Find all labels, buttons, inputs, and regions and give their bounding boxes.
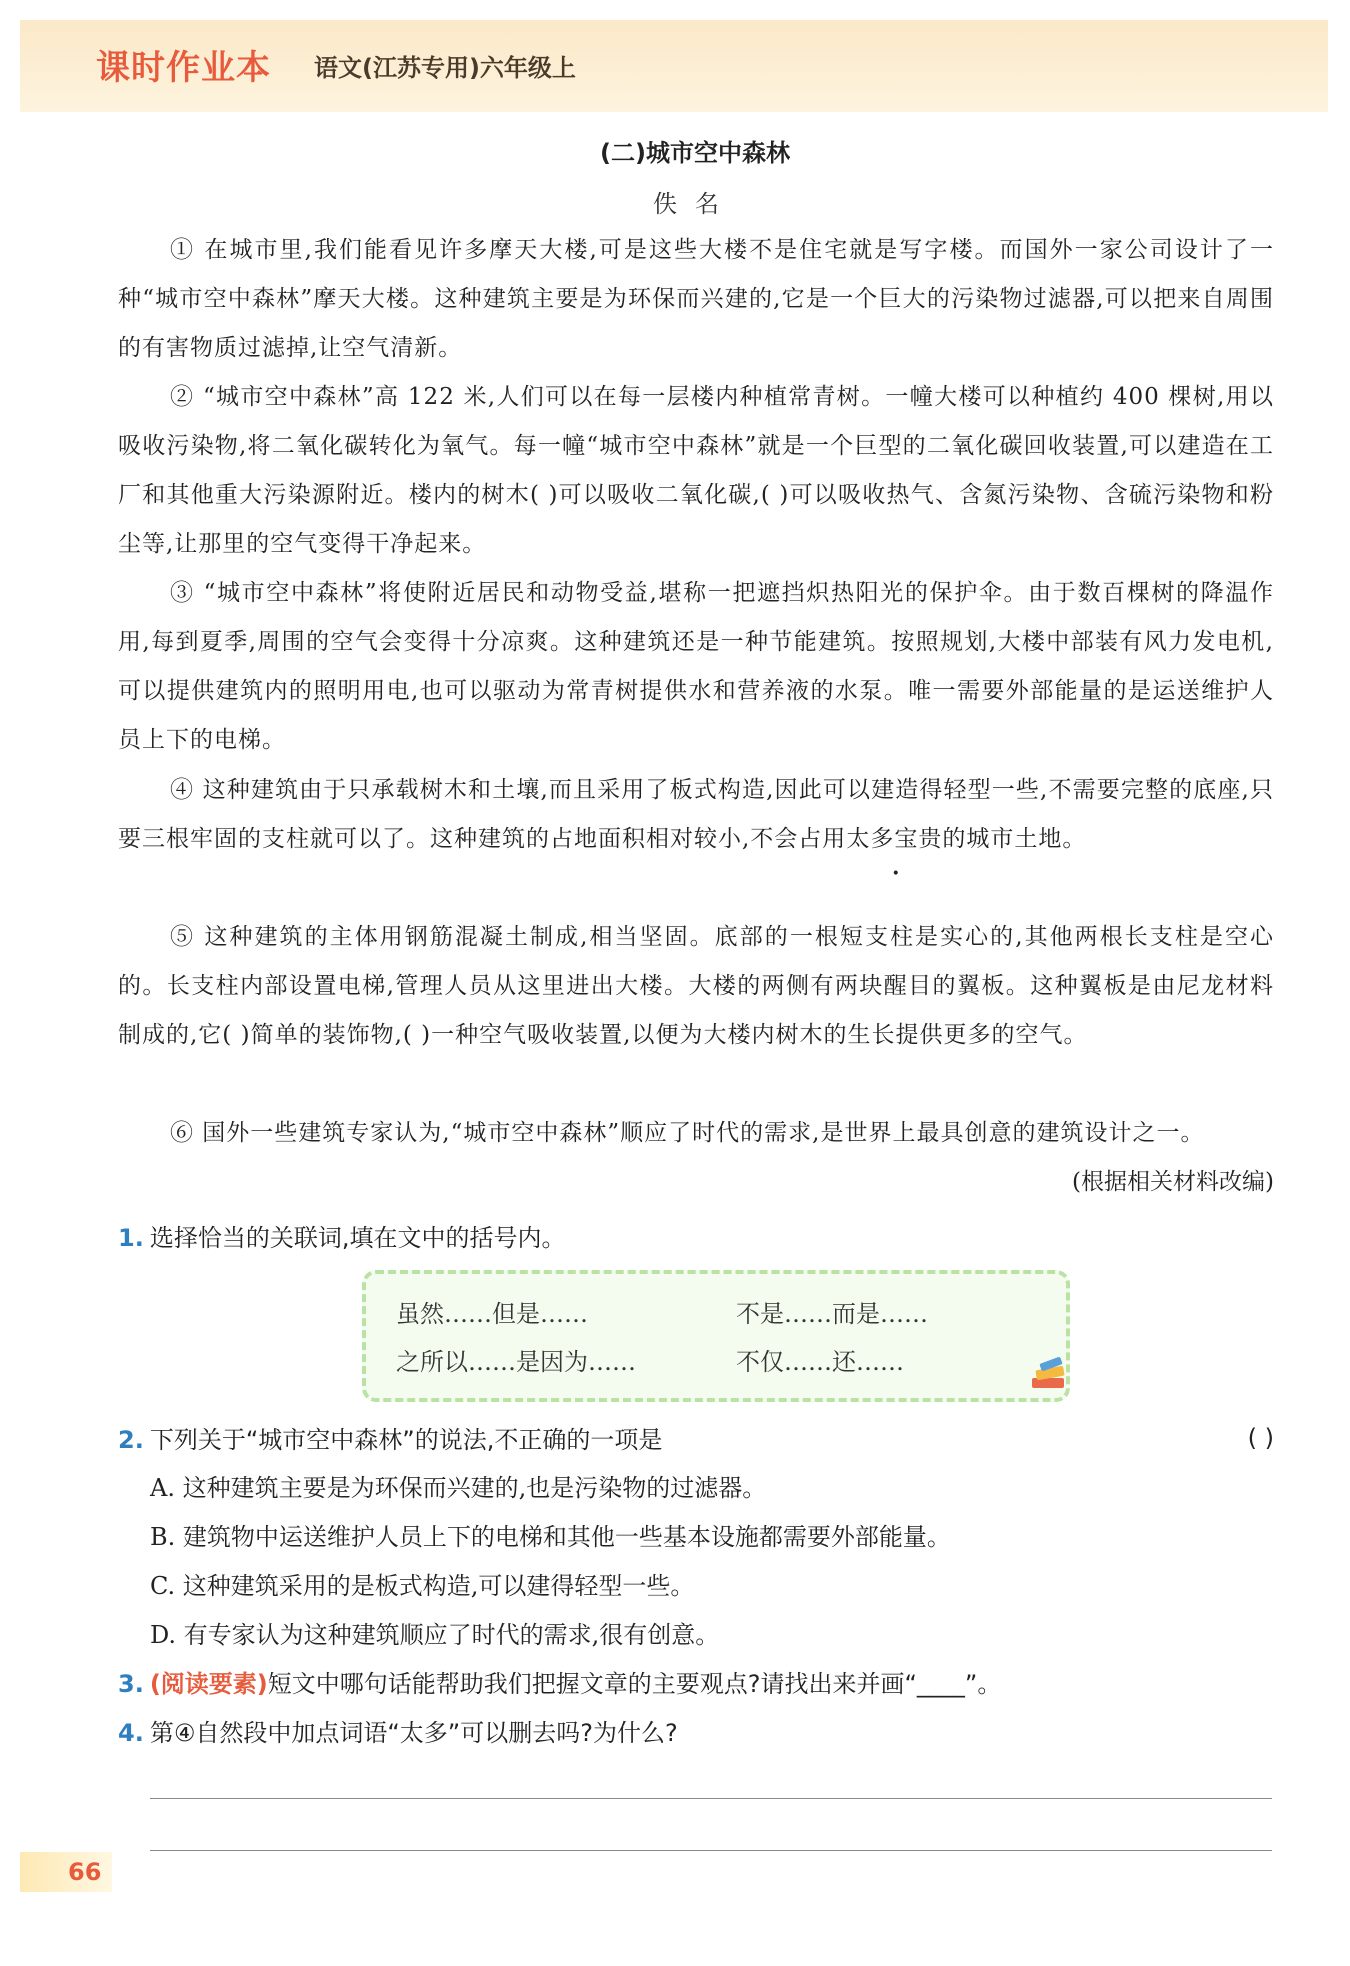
option-c: C. 这种建筑采用的是板式构造,可以建得轻型一些。 xyxy=(150,1572,695,1600)
question-1-text: 选择恰当的关联词,填在文中的括号内。 xyxy=(149,1224,566,1252)
paragraph-3: ③ “城市空中森林”将使附近居民和动物受益,堪称一把遮挡炽热阳光的保护伞。由于数百棵树的降温作用,每到夏季,周围的空气会变得十分凉爽。这种建筑还是一种节能建筑。按照规划,大楼中部装有风力发电机,可以提供建筑内的照明用电,也可以驱动为常青树提供水和营养液的水泵。唯一需要外部能量的是运送维护人员上下的电梯。 xyxy=(118,580,1274,753)
paragraph-5: ⑤ 这种建筑的主体用钢筋混凝土制成,相当坚固。底部的一根短支柱是实心的,其他两根长支柱是空心的。长支柱内部设置电梯,管理人员从这里进出大楼。大楼的两侧有两块醒目的翼板。这种翼板是由尼龙材料制成的,它( )简单的装饰物,( )一种空气吸收装置,以便为大楼内树木的生长提供更多的空气。 xyxy=(118,924,1274,1048)
answer-line-2[interactable] xyxy=(150,1850,1272,1851)
paragraph-2: ② “城市空中森林”高 122 米,人们可以在每一层楼内种植常青树。一幢大楼可以种植约 400 棵树,用以吸收污染物,将二氧化碳转化为氧气。每一幢“城市空中森林”就是一个巨型的二氧化碳回收装置,可以建造在工厂和其他重大污染源附近。楼内的树木( )可以吸收二氧化碳,( )可以吸收热气、含氮污染物、含硫污染物和粉尘等,让那里的空气变得干净起来。 xyxy=(118,384,1274,557)
question-2-number: 2. xyxy=(118,1426,144,1454)
question-1 xyxy=(118,1218,1274,1253)
article-author: 佚名 xyxy=(653,190,737,218)
subject-label: 语文(江苏专用)六年级上 xyxy=(314,54,576,82)
question-4 xyxy=(118,1713,1274,1748)
question-2-text: 下列关于“城市空中森林”的说法,不正确的一项是 xyxy=(149,1426,663,1454)
question-3-text: 短文中哪句话能帮助我们把握文章的主要观点?请找出来并画“____”。 xyxy=(267,1670,1002,1698)
paragraph-4-part-b: 宝贵的城市土地。 xyxy=(894,826,1087,852)
option-b: B. 建筑物中运送维护人员上下的电梯和其他一些基本设施都需要外部能量。 xyxy=(150,1523,951,1551)
article-title: (二)城市空中森林 xyxy=(600,139,790,167)
paragraph-4-part-a: ④ 这种建筑由于只承载树木和土壤,而且采用了板式构造,因此可以建造得轻型一些,不需要完整的底座,只要三根牢固的支柱就可以了。这种建筑的占地面积相对较小,不会占用 xyxy=(118,777,1274,852)
paragraph-6: ⑥ 国外一些建筑专家认为,“城市空中森林”顺应了时代的需求,是世界上最具创意的建筑设计之一。 xyxy=(170,1120,1205,1146)
question-2 xyxy=(118,1420,1274,1455)
question-3-tag: (阅读要素) xyxy=(149,1670,268,1698)
paragraph-1: ① 在城市里,我们能看见许多摩天大楼,可是这些大楼不是住宅就是写字楼。而国外一家公司设计了一种“城市空中森林”摩天大楼。这种建筑主要是为环保而兴建的,它是一个巨大的污染物过滤器,可以把来自周围的有害物质过滤掉,让空气清新。 xyxy=(118,237,1274,361)
word-choice-1: 虽然……但是…… xyxy=(396,1300,588,1328)
paragraph-4 xyxy=(118,766,1274,864)
question-3 xyxy=(118,1664,1274,1699)
word-choice-2: 不是……而是…… xyxy=(736,1300,928,1328)
option-d: D. 有专家认为这种建筑顺应了时代的需求,很有创意。 xyxy=(150,1621,720,1649)
page-number: 66 xyxy=(20,1852,112,1892)
source-note: (根据相关材料改编) xyxy=(1072,1169,1274,1195)
answer-bracket[interactable]: ( ) xyxy=(1247,1424,1274,1452)
brand-title: 课时作业本 xyxy=(96,48,271,88)
question-1-number: 1. xyxy=(118,1224,144,1252)
question-4-text: 第④自然段中加点词语“太多”可以删去吗?为什么? xyxy=(149,1719,678,1747)
dotted-word: 太多 xyxy=(846,826,895,852)
answer-line-1[interactable] xyxy=(150,1798,1272,1799)
word-choice-4: 不仅……还…… xyxy=(736,1348,904,1376)
question-4-number: 4. xyxy=(118,1719,144,1747)
option-a: A. 这种建筑主要是为环保而兴建的,也是污染物的过滤器。 xyxy=(150,1474,767,1502)
books-icon xyxy=(1026,1356,1072,1396)
question-3-number: 3. xyxy=(118,1670,144,1698)
word-choice-box xyxy=(362,1270,1070,1402)
word-choice-3: 之所以……是因为…… xyxy=(396,1348,636,1376)
